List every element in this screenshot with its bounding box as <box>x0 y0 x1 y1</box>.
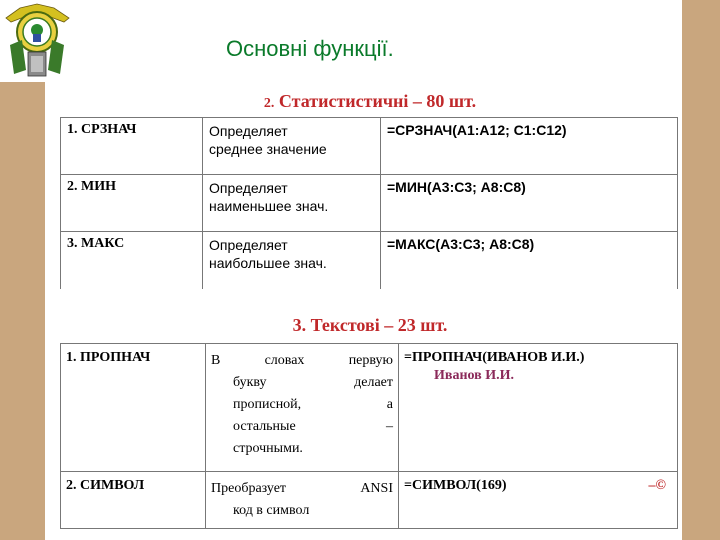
section-number: 2. <box>263 96 275 111</box>
description-line: букву делает <box>233 375 393 390</box>
function-description <box>203 175 381 232</box>
description-line: прописной, а <box>233 397 393 412</box>
description-line: В словах первую <box>211 353 393 368</box>
example-formula: =СИМВОЛ(169) <box>404 478 507 493</box>
description-line: строчными. <box>233 441 303 456</box>
table-row <box>61 175 678 232</box>
function-name: 2. СИМВОЛ <box>61 472 206 529</box>
description-line: Определяет <box>209 180 288 196</box>
description-line: среднее значение <box>209 141 327 157</box>
function-description <box>203 118 381 175</box>
function-description <box>206 472 399 529</box>
description-line: Преобразует ANSI <box>211 481 393 496</box>
function-name: 1. ПРОПНАЧ <box>61 344 206 472</box>
description-line: Определяет <box>209 237 288 253</box>
text-functions-panel <box>60 305 680 525</box>
statistical-functions-panel <box>60 85 680 290</box>
page-title: Основні функції. <box>226 36 394 61</box>
school-emblem-logo <box>0 0 75 82</box>
description-line: наименьшее знач. <box>209 198 329 214</box>
description-line: остальные – <box>233 419 393 434</box>
table-row <box>61 344 678 472</box>
description-line: наибольшее знач. <box>209 255 327 271</box>
description-line: код в символ <box>233 503 310 518</box>
function-name: 3. МАКС <box>61 232 203 289</box>
table-row <box>61 472 678 529</box>
table-row <box>61 118 678 175</box>
function-description <box>206 344 399 472</box>
right-decorative-band <box>682 0 720 540</box>
function-example <box>399 344 678 472</box>
example-result: –© <box>648 478 666 493</box>
example-result: Иванов И.И. <box>434 368 515 383</box>
function-example: =СРЗНАЧ(А1:А12; С1:С12) <box>381 118 678 175</box>
example-formula: =ПРОПНАЧ(ИВАНОВ И.И.) <box>404 350 585 365</box>
function-example: =МАКС(А3:С3; А8:С8) <box>381 232 678 289</box>
section-title-text-functions: 3. Текстові – 23 шт. <box>292 315 448 335</box>
table-row <box>61 232 678 289</box>
function-name: 2. МИН <box>61 175 203 232</box>
section-title-text: Статистистичні – 80 шт. <box>278 91 477 111</box>
text-functions-table <box>60 343 678 529</box>
function-example: =МИН(А3:С3; А8:С8) <box>381 175 678 232</box>
function-name: 1. СРЗНАЧ <box>61 118 203 175</box>
function-example <box>399 472 678 529</box>
description-line: Определяет <box>209 123 288 139</box>
statistical-functions-table <box>60 117 678 289</box>
section-title-statistical <box>60 91 680 112</box>
function-description <box>203 232 381 289</box>
